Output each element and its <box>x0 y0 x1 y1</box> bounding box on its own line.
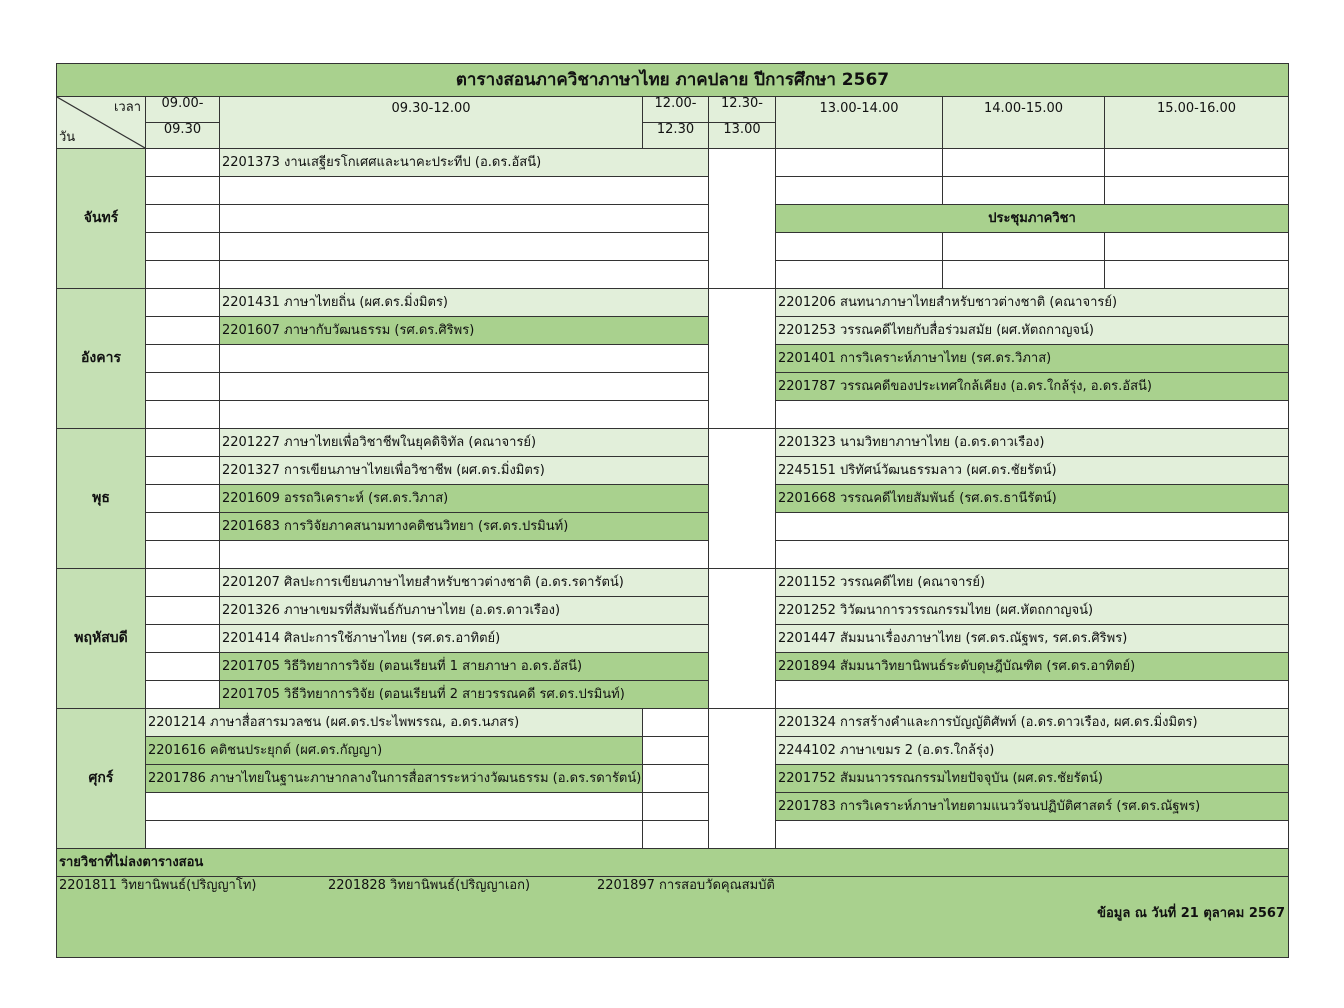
slot-0900 <box>146 625 220 653</box>
day-tuesday: อังคาร <box>57 289 146 429</box>
time-label: เวลา <box>113 100 141 115</box>
slot-1200 <box>643 709 709 737</box>
course-cell: 2201616 คติชนประยุกต์ (ผศ.ดร.กัญญา) <box>146 737 643 765</box>
course-cell: 2201206 สนทนาภาษาไทยสำหรับชาวต่างชาติ (คณาจารย์) <box>776 289 1289 317</box>
course-cell: 2201609 อรรถวิเคราะห์ (รศ.ดร.วิภาส) <box>220 485 709 513</box>
slot-1500 <box>1105 149 1289 177</box>
slot-1200 <box>643 765 709 793</box>
non-scheduled-course: 2201828 วิทยานิพนธ์(ปริญญาเอก) <box>328 878 531 893</box>
update-date: ข้อมูล ณ วันที่ 21 ตุลาคม 2567 <box>1097 906 1286 921</box>
course-cell: 2201894 สัมมนาวิทยานิพนธ์ระดับดุษฎีบัณฑิต (รศ.ดร.อาทิตย์) <box>776 653 1289 681</box>
course-cell: 2201668 วรรณคดีไทยสัมพันธ์ (รศ.ดร.ธานีรัตน์) <box>776 485 1289 513</box>
course-cell: 2201324 การสร้างคำและการบัญญัติศัพท์ (อ.ดร.ดาวเรือง, ผศ.ดร.มิ่งมิตร) <box>776 709 1289 737</box>
course-cell: 2201447 สัมมนาเรื่องภาษาไทย (รศ.ดร.ณัฐพร, รศ.ดร.ศิริพร) <box>776 625 1289 653</box>
course-cell <box>220 261 709 289</box>
slot-0900 <box>146 597 220 625</box>
course-cell <box>776 821 1289 849</box>
slot-1200 <box>643 793 709 821</box>
slot-1400 <box>943 149 1105 177</box>
course-cell: 2201414 ศิลปะการใช้ภาษาไทย (รศ.ดร.อาทิตย์) <box>220 625 709 653</box>
course-cell: 2201207 ศิลปะการเขียนภาษาไทยสำหรับชาวต่างชาติ (อ.ดร.รดารัตน์) <box>220 569 709 597</box>
slot-0900 <box>146 541 220 569</box>
slot-0900 <box>146 233 220 261</box>
slot-1500 <box>1105 233 1289 261</box>
course-cell <box>220 373 709 401</box>
course-cell: 2201152 วรรณคดีไทย (คณาจารย์) <box>776 569 1289 597</box>
slot-1500 <box>1105 177 1289 205</box>
slot-1300 <box>776 233 943 261</box>
course-cell: 2201683 การวิจัยภาคสนามทางคติชนวิทยา (รศ.ดร.ปรมินท์) <box>220 513 709 541</box>
slot-0900 <box>146 345 220 373</box>
course-cell <box>220 205 709 233</box>
lunch-break-cell <box>709 709 776 849</box>
course-cell: 2201373 งานเสฐียรโกเศศและนาคะประทีป (อ.ดร.อัสนี) <box>220 149 709 177</box>
slot-0900 <box>146 317 220 345</box>
course-cell: 2201786 ภาษาไทยในฐานะภาษากลางในการสื่อสารระหว่างวัฒนธรรม (อ.ดร.รดารัตน์) <box>146 765 643 793</box>
course-cell <box>776 401 1289 429</box>
day-time-corner <box>57 97 146 149</box>
lunch-break-cell <box>709 429 776 569</box>
slot-0900 <box>146 261 220 289</box>
schedule-table <box>56 63 1289 958</box>
course-cell: 2201253 วรรณคดีไทยกับสื่อร่วมสมัย (ผศ.หัตถกาญจน์) <box>776 317 1289 345</box>
time-header-1400-1500: 14.00-15.00 <box>943 97 1105 149</box>
slot-0900 <box>146 513 220 541</box>
course-cell: 2201752 สัมมนาวรรณกรรมไทยปัจจุบัน (ผศ.ดร.ชัยรัตน์) <box>776 765 1289 793</box>
time-header-0900-a: 09.00- <box>146 97 220 123</box>
lunch-break-cell <box>709 289 776 429</box>
course-cell: 2201227 ภาษาไทยเพื่อวิชาชีพในยุคดิจิทัล (คณาจารย์) <box>220 429 709 457</box>
slot-0900 <box>146 401 220 429</box>
slot-1200 <box>643 737 709 765</box>
time-header-1300-1400: 13.00-14.00 <box>776 97 943 149</box>
slot-1400 <box>943 177 1105 205</box>
day-wednesday: พุธ <box>57 429 146 569</box>
slot-0900 <box>146 289 220 317</box>
course-cell <box>220 541 709 569</box>
course-cell <box>220 177 709 205</box>
day-label: วัน <box>59 130 76 145</box>
course-cell <box>776 513 1289 541</box>
time-header-1500-1600: 15.00-16.00 <box>1105 97 1289 149</box>
slot-1300 <box>776 177 943 205</box>
slot-0900 <box>146 681 220 709</box>
day-monday: จันทร์ <box>57 149 146 289</box>
slot-0900 <box>146 149 220 177</box>
day-friday: ศุกร์ <box>57 709 146 849</box>
course-cell <box>776 681 1289 709</box>
time-header-0900-b: 09.30 <box>146 123 220 149</box>
slot-0900 <box>146 177 220 205</box>
slot-1300 <box>776 149 943 177</box>
non-scheduled-heading: รายวิชาที่ไม่ลงตารางสอน <box>57 849 1289 877</box>
course-cell: 2201401 การวิเคราะห์ภาษาไทย (รศ.ดร.วิภาส) <box>776 345 1289 373</box>
course-cell: 2201252 วิวัฒนาการวรรณกรรมไทย (ผศ.หัตถกาญจน์) <box>776 597 1289 625</box>
day-thursday: พฤหัสบดี <box>57 569 146 709</box>
course-cell: 2201323 นามวิทยาภาษาไทย (อ.ดร.ดาวเรือง) <box>776 429 1289 457</box>
page-title: ตารางสอนภาควิชาภาษาไทย ภาคปลาย ปีการศึกษา 2567 <box>57 64 1289 97</box>
slot-0900 <box>146 429 220 457</box>
non-scheduled-course: 2201811 วิทยานิพนธ์(ปริญญาโท) <box>59 878 257 893</box>
course-cell: 2201607 ภาษากับวัฒนธรรม (รศ.ดร.ศิริพร) <box>220 317 709 345</box>
non-scheduled-course: 2201897 การสอบวัดคุณสมบัติ <box>597 878 775 893</box>
slot-1400 <box>943 261 1105 289</box>
course-cell: 2201705 วิธีวิทยาการวิจัย (ตอนเรียนที่ 2 สายวรรณคดี รศ.ดร.ปรมินท์) <box>220 681 709 709</box>
slot-0900 <box>146 373 220 401</box>
slot-1400 <box>943 233 1105 261</box>
course-cell: 2245151 ปริทัศน์วัฒนธรรมลาว (ผศ.ดร.ชัยรัตน์) <box>776 457 1289 485</box>
time-header-1200-b: 12.30 <box>643 123 709 149</box>
time-header-1230-b: 13.00 <box>709 123 776 149</box>
time-header-1200-a: 12.00- <box>643 97 709 123</box>
course-cell: 2201326 ภาษาเขมรที่สัมพันธ์กับภาษาไทย (อ.ดร.ดาวเรือง) <box>220 597 709 625</box>
course-cell: 2201787 วรรณคดีของประเทศใกล้เคียง (อ.ดร.ใกล้รุ่ง, อ.ดร.อัสนี) <box>776 373 1289 401</box>
lunch-break-cell <box>709 149 776 289</box>
course-cell: 2201327 การเขียนภาษาไทยเพื่อวิชาชีพ (ผศ.ดร.มิ่งมิตร) <box>220 457 709 485</box>
slot-0900 <box>146 205 220 233</box>
course-cell <box>146 821 643 849</box>
slot-0900 <box>146 457 220 485</box>
course-cell <box>220 233 709 261</box>
slot-1300 <box>776 261 943 289</box>
slot-1500 <box>1105 261 1289 289</box>
slot-0900 <box>146 653 220 681</box>
course-cell <box>220 345 709 373</box>
course-cell: 2201783 การวิเคราะห์ภาษาไทยตามแนววัจนปฏิบัติศาสตร์ (รศ.ดร.ณัฐพร) <box>776 793 1289 821</box>
slot-1200 <box>643 821 709 849</box>
slot-0900 <box>146 485 220 513</box>
non-scheduled-list <box>57 877 1289 958</box>
course-cell <box>776 541 1289 569</box>
course-cell <box>220 401 709 429</box>
course-cell <box>146 793 643 821</box>
department-meeting: ประชุมภาควิชา <box>776 205 1289 233</box>
slot-0900 <box>146 569 220 597</box>
course-cell: 2201431 ภาษาไทยถิ่น (ผศ.ดร.มิ่งมิตร) <box>220 289 709 317</box>
course-cell: 2201214 ภาษาสื่อสารมวลชน (ผศ.ดร.ประไพพรรณ, อ.ดร.นภสร) <box>146 709 643 737</box>
lunch-break-cell <box>709 569 776 709</box>
time-header-1230-a: 12.30- <box>709 97 776 123</box>
course-cell: 2244102 ภาษาเขมร 2 (อ.ดร.ใกล้รุ่ง) <box>776 737 1289 765</box>
course-cell: 2201705 วิธีวิทยาการวิจัย (ตอนเรียนที่ 1 สายภาษา อ.ดร.อัสนี) <box>220 653 709 681</box>
time-header-0930-1200: 09.30-12.00 <box>220 97 643 149</box>
